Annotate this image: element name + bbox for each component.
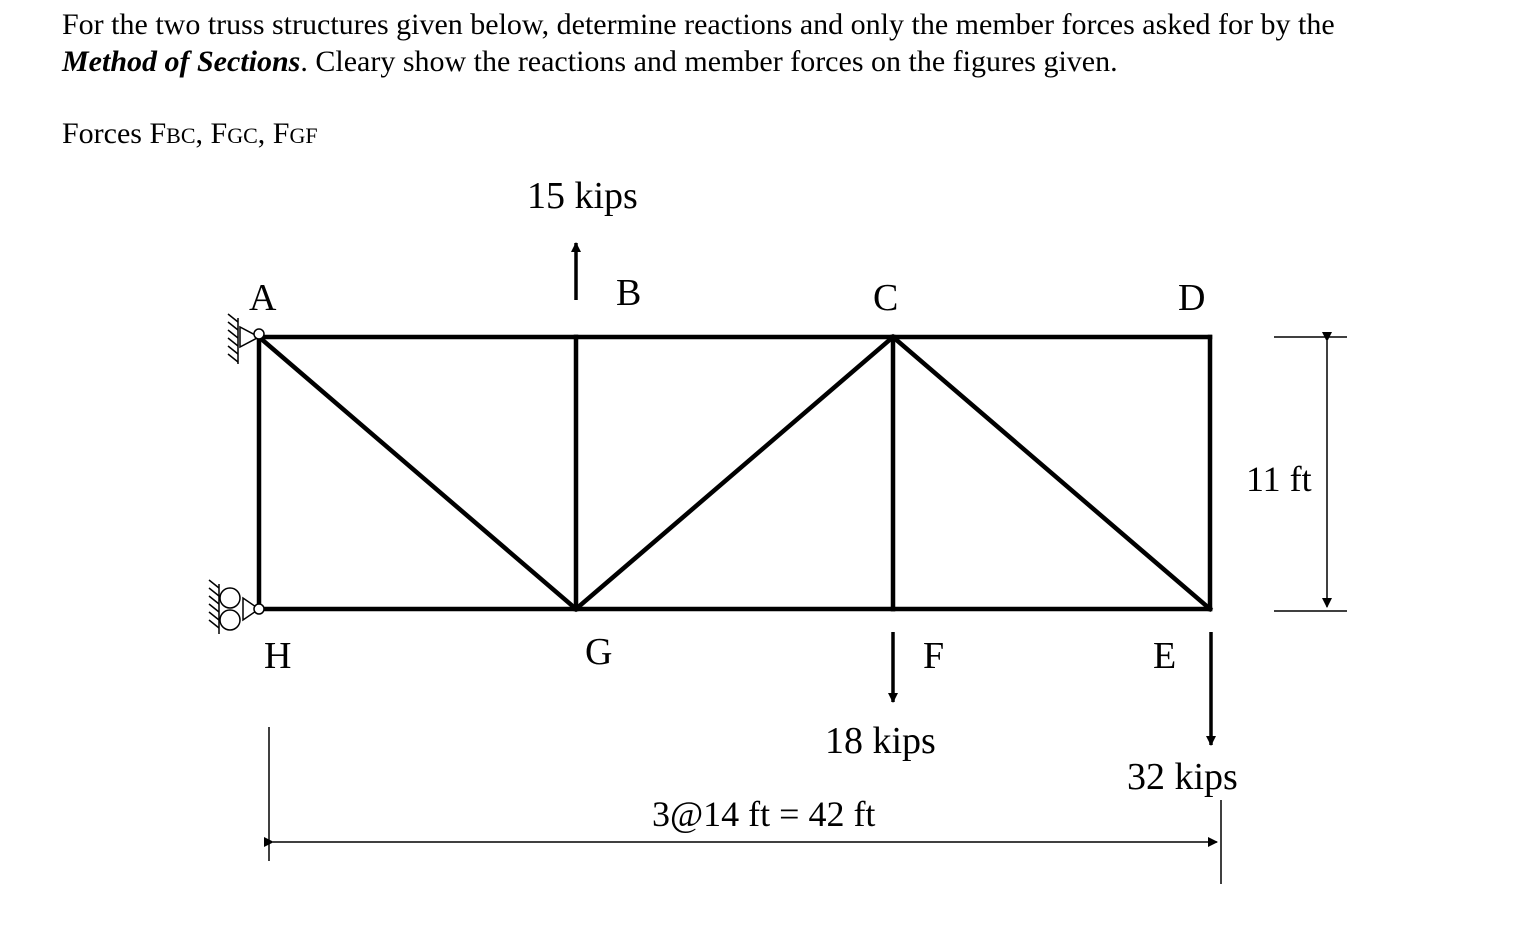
member-ag: [259, 337, 576, 609]
joint-label-e: E: [1153, 635, 1177, 677]
height-dimension-label: 11 ft: [1246, 459, 1312, 499]
member-ce: [893, 337, 1210, 609]
joint-label-c: C: [873, 277, 899, 319]
roller-support-h: [209, 580, 264, 634]
forces-prefix: Forces: [62, 117, 150, 150]
load-label-f: 18 kips: [825, 720, 936, 762]
load-label-b: 15 kips: [527, 175, 638, 217]
problem-line-2-rest: . Cleary show the reactions and member forces on the figures given.: [300, 45, 1118, 78]
method-emphasis: Method of Sections: [62, 45, 301, 78]
joint-label-g: G: [585, 631, 613, 673]
joint-label-b: B: [616, 272, 642, 314]
member-gc: [576, 337, 893, 609]
span-dimension-label: 3@14 ft = 42 ft: [652, 794, 876, 834]
truss-members: [259, 337, 1210, 609]
joint-label-h: H: [264, 635, 292, 677]
problem-line-1: For the two truss structures given below, determine reactions and only the member forces asked for by the: [62, 8, 1335, 41]
force-fgf: FGF: [272, 117, 318, 150]
load-label-e: 32 kips: [1127, 756, 1238, 798]
joint-label-d: D: [1178, 277, 1206, 319]
joint-label-f: F: [923, 635, 945, 677]
joint-label-a: A: [249, 277, 277, 319]
force-fbc: FBC,: [149, 117, 211, 150]
force-fgc: FGC,: [210, 117, 273, 150]
